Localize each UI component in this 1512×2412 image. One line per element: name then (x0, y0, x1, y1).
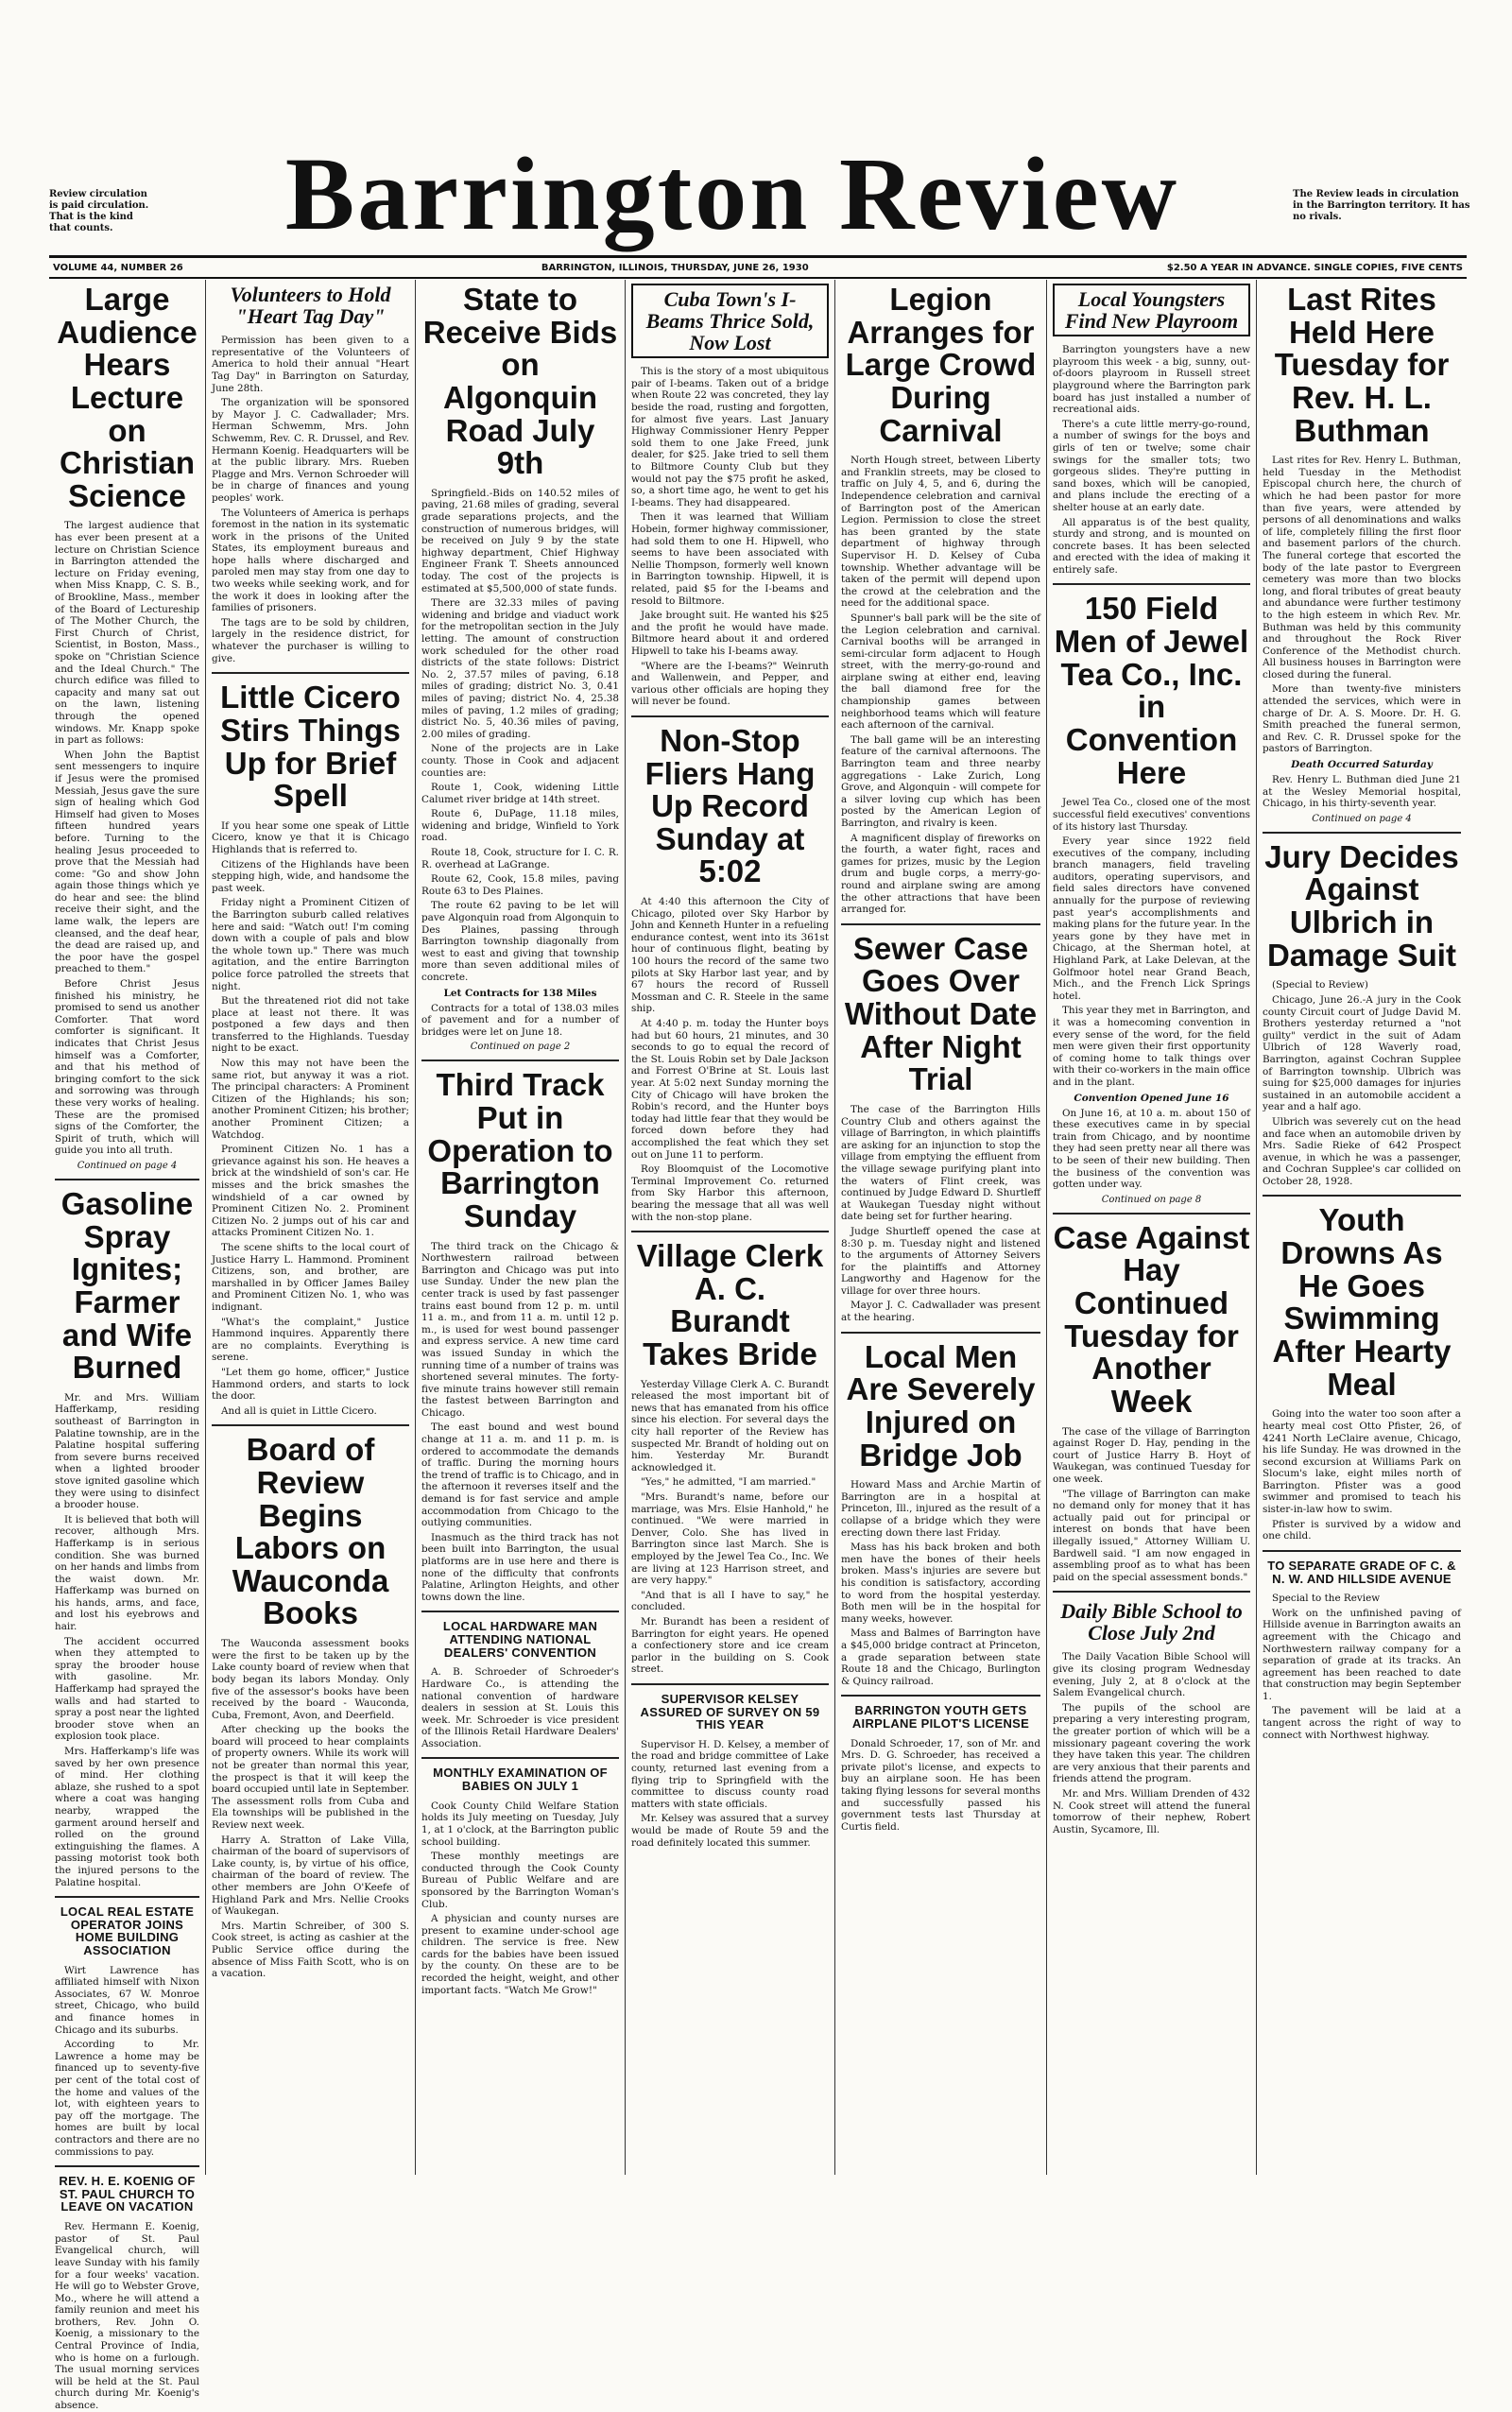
place-date: BARRINGTON, ILLINOIS, THURSDAY, JUNE 26, 1930 (541, 262, 809, 273)
paragraph: When John the Baptist sent messengers to inquire if Jesus were the promised Messiah, Jesus gave the sure sign of healing which God Himself had given to Moses fifteen hundred years before. Turning to the healing Jesus proceeded to prove that the Messiah had come: "Go and show John again those things which ye do hear and see: the blind receive their sight, and the lame walk, the lepers are cleansed, and the deaf hear, the dead are raised up, and the poor have the gospel preached to them." (55, 749, 199, 975)
story-body (1053, 1108, 1250, 1191)
story-body (421, 488, 619, 984)
story-body (212, 1638, 409, 1980)
paragraph: A. B. Schroeder of Schroeder's Hardware Co., is attending the national convention of hardware dealers in session at St. Louis this week. Mr. Schroeder is vice president of the Illinois Retail Hardware Dealers' Association. (421, 1666, 619, 1749)
story-body (631, 366, 829, 708)
paragraph: According to Mr. Lawrence a home may be financed up to seventy-five per cent of the total cost of the home and values of the lot, with eighteen years to pay off the mortgage. The homes are built by local contractors and there are no commissions to pay. (55, 2039, 199, 2158)
subhead: Convention Opened June 16 (1074, 1092, 1229, 1104)
divider (212, 672, 409, 674)
divider (55, 1896, 199, 1898)
paragraph: Route 1, Cook, widening Little Calumet river bridge at 14th street. (421, 782, 619, 805)
story-body (421, 1241, 619, 1604)
divider (1053, 583, 1250, 585)
volume-number: VOLUME 44, NUMBER 26 (53, 262, 183, 273)
story-body (212, 820, 409, 1418)
divider (631, 1231, 829, 1232)
headline: Case Against Hay Continued Tuesday for Another Week (1053, 1219, 1250, 1419)
subscription-price: $2.50 A YEAR IN ADVANCE. SINGLE COPIES, FIVE CENTS (1166, 262, 1463, 273)
headline: Non-Stop Fliers Hang Up Record Sunday at 5:02 (644, 722, 816, 889)
paragraph: Citizens of the Highlands have been stepping high, wide, and handsome the past week. (212, 858, 409, 894)
paragraph: "The village of Barrington can make no demand only for money that it has actually paid out for principal or interest on bonds that have been illegally issued," Attorney William U. Bardwell said. "I am now engaged in assembling proof as to what has been paid on the special assessment bonds." (1053, 1488, 1250, 1583)
paragraph: North Hough street, between Liberty and Franklin streets, may be closed to traffic on July 4, 5, and 6, during the Independence celebration and carnival of Barrington post of the American Legion. Permission to close the street has been granted by the state department of highway through Supervisor H. D. Kelsey of Cuba township. Whether advantage will be taken of the permit will depend upon the crowd at the celebration and the need for the additional space. (841, 455, 1040, 610)
story-body (1263, 774, 1461, 810)
headline: Board of Review Begins Labors on Wauconda Books (232, 1432, 389, 1631)
paragraph: After checking up the books the board will proceed to hear complaints of property owners. While its work will not be greater than normal this year, the prospect is that it will keep the board occupied until late in September. The assessment rolls from Cuba and Ela townships will be published in the Review next week. (212, 1724, 409, 1832)
paragraph: Ulbrich was severely cut on the head and face when an automobile driven by Mrs. Sadie Rieke of 642 Prospect avenue, in which he was a passenger, and Cochran Supplee's car collided on October 28, 1928. (1263, 1115, 1461, 1187)
headline: Daily Bible School to Close July 2nd (1060, 1599, 1243, 1645)
headline: State to Receive Bids on Algonquin Road July 9th (422, 282, 618, 481)
headline: REV. H. E. KOENIG OF ST. PAUL CHURCH TO LEAVE ON VACATION (59, 2174, 196, 2214)
headline: Local Youngsters Find New Playroom (1053, 284, 1250, 336)
paragraph: Howard Mass and Archie Martin of Barrington are in a hospital at Princeton, Ill., injured as the result of a collapse of a bridge which they were erecting down there last Friday. (841, 1479, 1040, 1539)
paragraph: The case of the Barrington Hills Country Club and others against the village of Barrington, in which plaintiffs are asking for an injunction to stop the village from emptying the effluent from the village sewage purifying plant into the waters of Flint creek, was continued by Judge Edward D. Shurtleff at Waukegan Tuesday night without date being set for further hearing. (841, 1103, 1040, 1223)
continued-note: Continued on page 4 (1312, 813, 1412, 824)
story-body (1263, 455, 1461, 755)
paragraph: The organization will be sponsored by Mayor J. C. Cadwallader; Mrs. Herman Schwemm, Mrs. John Schwemm, Rev. C. R. Drussel, and Rev. Hermann Koenig. Headquarters will be at the public library. Mrs. Rueben Plagge and Mrs. Vernon Schroeder will be in charge of finances and young peoples' work. (212, 397, 409, 504)
headline: Youth Drowns As He Goes Swimming After Hearty Meal (1272, 1202, 1452, 1402)
paragraph: Pfister is survived by a widow and one child. (1263, 1518, 1461, 1542)
paragraph: "Yes," he admitted, "I am married." (641, 1476, 816, 1489)
paragraph: Mrs. Martin Schreiber, of 300 S. Cook street, is acting as cashier at the Public Service office during the absence of Miss Faith Scott, who is on a vacation. (212, 1920, 409, 1980)
paragraph: "And that is all I have to say," he concluded. (631, 1589, 829, 1613)
divider (212, 1424, 409, 1426)
paragraph: Then it was learned that William Hobein, former highway commissioner, had sold them to one H. Hipwell, who seems to have been associated with Nellie Thompson, formerly well known in Barrington township. Hipwell, it is related, paid $5 for the I-beams and resold to Biltmore. (631, 511, 829, 607)
paragraph: There are 32.33 miles of paving widening and bridge and viaduct work for the metropolitan section in the July letting. The amount of construction work scheduled for the other road districts of the state follows: District No. 2, 37.57 miles of paving, 6.18 miles of grading; district No. 3, 0.41 miles of paving; district No. 4, 25.38 miles of paving, 1.2 miles of grading; district No. 5, 40.36 miles of paving, 2.00 miles of grading. (421, 597, 619, 740)
paragraph: "Mrs. Burandt's name, before our marriage, was Mrs. Elsie Hanhold," he continued. "We were married in Denver, Colo. She has lived in Barrington since last March. She is employed by the Jewel Tea Co., Inc. We are living at 123 Harrison street, and are very happy." (631, 1491, 829, 1587)
paragraph: This year they met in Barrington, and it was a homecoming convention in every sense of the word, for the field men were given their first opportunity of coming home to talk things over with their co-workers in the main office and in the plant. (1053, 1005, 1250, 1088)
story-body (631, 896, 829, 1223)
paragraph: Work on the unfinished paving of Hillside avenue in Barrington awaits an agreement with the Chicago and Northwestern railway company for a separation of grade at its tracks. An agreement has been reached to date that construction may begin September 1. (1263, 1607, 1461, 1702)
headline: Jury Decides Against Ulbrich in Damage Suit (1264, 838, 1459, 973)
headline: SUPERVISOR KELSEY ASSURED OF SURVEY ON 59 THIS YEAR (640, 1691, 820, 1732)
paragraph: Now this may not have been the same riot, but anyway it was a riot. The principal characters: A Prominent Citizen of the Highlands; his son; another Prominent Citizen; his brother; another Prominent Citizen; a Watchdog. (212, 1058, 409, 1141)
paragraph: At 4:40 p. m. today the Hunter boys had but 60 hours, 21 minutes, and 30 seconds to go to equal the record of the St. Louis Robin set by Dale Jackson and Forrest O'Brine at St. Louis last year. At 5:02 next Sunday morning the City of Chicago will have broken the Robin's record, and the Hunter boys today had little fear that they would be forced down before they had accomplished the feat which they set out on June 11 to perform. (631, 1018, 829, 1161)
paragraph: The accident occurred when they attempted to spray the brooder house with gasoline. Mr. Hafferkamp had sprayed the walls and had started to spray a post near the lighted brooder stove when an explosion took place. (55, 1635, 199, 1743)
paragraph: Mass has his back broken and both men have the bones of their heels broken. Mass's injuries are severe but his condition is satisfactory, according to word from the hospital yesterday. Both men will be in the hospital for many weeks, however. (841, 1542, 1040, 1625)
paragraph: If you hear some one speak of Little Cicero, know ye that it is Chicago Highlands that is referred to. (212, 819, 409, 855)
headline: Sewer Case Goes Over Without Date After Night Trial (844, 930, 1038, 1097)
paragraph: The scene shifts to the local court of Justice Harry L. Hammond. Prominent Citizens, son, and brother, are marshalled in by Officer James Bailey and Prominent Citizen No. 1, who was indignant. (212, 1241, 409, 1313)
paragraph: On June 16, at 10 a. m. about 150 of these executives came in by special train from Chicago, and by noontime they had seen pretty near all there was to be seen of their new building. Then the business of the convention was gotten under way. (1053, 1107, 1250, 1191)
divider (631, 715, 829, 717)
divider (421, 1611, 619, 1612)
divider (841, 923, 1040, 925)
paragraph: Spunner's ball park will be the site of the Legion celebration and carnival. Carnival booths will be arranged in semi-circular form adjacent to Hough street, with the merry-go-round and airplane swing at either end, leaving the ball diamond free for the championship games between neighborhood teams which will feature each afternoon of the carnival. (841, 612, 1040, 732)
paragraph: More than twenty-five ministers attended the services, which were in charge of Dr. A. S. Moore. Dr. H. G. Smith preached the funeral sermon, and Rev. C. R. Drussel spoke for the pastors of Barrington. (1263, 683, 1461, 755)
divider (1053, 1213, 1250, 1215)
column-3 (416, 280, 626, 2175)
headline: Local Men Are Severely Injured on Bridge Job (846, 1338, 1036, 1473)
paragraph: Judge Shurtleff opened the case at 8:30 p. m. Tuesday night and listened to the arguments of Attorney Seivers for the plaintiffs and Attorney Langworthy and Hagenow for the village for over three hours. (841, 1225, 1040, 1297)
paragraph: Cook County Child Welfare Station holds its July meeting on Tuesday, July 1, at 1 o'clock, at the Barrington public school building. (421, 1800, 619, 1848)
continued-note: Continued on page 8 (1101, 1194, 1202, 1205)
story-body (631, 1739, 829, 1849)
divider (1263, 1195, 1461, 1197)
paragraph: It is believed that both will recover, although Mrs. Hafferkamp is in serious condition. She was burned on her hands and limbs from the waist down. Mr. Hafferkamp was burned on his hands, arms, and face, and lost his eyebrows and hair. (55, 1513, 199, 1633)
paragraph: A magnificent display of fireworks on the fourth, a water fight, races and games for prizes, music by the Legion drum and bugle corps, a merry-go-round and airplane swing are among the other attractions that have been arranged for. (841, 832, 1040, 916)
story-body (841, 1479, 1040, 1687)
paragraph: These monthly meetings are conducted through the Cook County Bureau of Public Welfare and are sponsored by the Barrington Woman's Club. (421, 1851, 619, 1910)
paragraph: Last rites for Rev. Henry L. Buthman, held Tuesday in the Methodist Episcopal church here, the church of which he had been pastor for more than five years, were attended by persons of all denominations and walks of life, completely filling the first floor and basement parlors of the church. The funeral cortege that escorted the body of the late pastor to Evergreen cemetery was more than two blocks long, and floral tributes of great beauty and abundance were further testimony to the high esteem in which Rev. Mr. Buthman was held by this community and throughout the Rock River Conference of the Methodist church. All business houses in Barrington were closed during the funeral. (1263, 455, 1461, 681)
paragraph: Harry A. Stratton of Lake Villa, chairman of the board of supervisors of Lake county, is, by virtue of his office, chairman of the board of review. The other members are John O'Keefe of Highland Park and Mrs. Nellie Crooks of Waukegan. (212, 1834, 409, 1918)
subhead: Death Occurred Saturday (1291, 759, 1433, 771)
paragraph: Mass and Balmes of Barrington have a $45,000 bridge contract at Princeton, a grade separation between state Route 18 and the Chicago, Burlington & Quincy railroad. (841, 1628, 1040, 1687)
paragraph: The Daily Vacation Bible School will give its closing program Wednesday evening, July 2, at 8 o'clock at the Salem Evangelical church. (1053, 1651, 1250, 1699)
headline: Legion Arranges for Large Crowd During Carnival (845, 282, 1037, 448)
column-7 (1257, 280, 1467, 2175)
story-body (841, 1738, 1040, 1834)
divider (631, 1683, 829, 1685)
headline: Gasoline Spray Ignites; Farmer and Wife Burned (60, 1185, 194, 1386)
paragraph: Inasmuch as the third track has not been built into Barrington, the usual platforms are in use here and there is none of the difficulty that confronts Palatine, Arlington Heights, and other towns down the line. (421, 1531, 619, 1603)
paragraph: Jake brought suit. He wanted his $25 and the profit he would have made. Biltmore heard about it and ordered Hipwell to take his I-beams away. (631, 610, 829, 657)
paragraph: Friday night a Prominent Citizen of the Barrington suburb called relatives here and said: "Watch out! I'm coming down with a couple of pals and blow the whole town up." There was much agitation, and the entire Barrington police force patrolled the streets that night. (212, 897, 409, 992)
paragraph: "Where are the I-beams?" Weinruth and Wallenwein, and Pepper, and various other officials are hoping they will never be found. (631, 660, 829, 708)
story-body (1053, 1651, 1250, 1835)
paragraph: (Special to Review) (1272, 979, 1368, 991)
paragraph: The case of the village of Barrington against Roger D. Hay, pending in the court of Justice Harry B. Hoyt of Waukegan, was continued Tuesday for one week. (1053, 1425, 1250, 1485)
paragraph: Every year since 1922 field executives of the company, including branch managers, field traveling auditors, operating supervisors, and field sales directors have convened annually for the purpose of reviewing past year's accomplishments and making plans for the future year. In the years gone by they have met in Chicago, at the Sherman hotel, at Highland Park, at Lake Delevan, at the Golfmoor hotel near Grand Beach, Mich., and the French Lick Springs hotel. (1053, 836, 1250, 1002)
paragraph: This is the story of a most ubiquitous pair of I-beams. Taken out of a bridge when Route 22 was concreted, they lay beside the road, rusting and forgotten, for almost five years. Last January Highway Commissioner Henry Pepper sold them to one Jake Freed, junk dealer, for $25. Jake tried to sell them to Biltmore County Club but they would not pay the $75 profit he asked, so, a short time ago, he went to get his I-beams. They had disappeared. (631, 366, 829, 508)
headline: Little Cicero Stirs Things Up for Brief Spell (220, 680, 401, 814)
story-body (1263, 1408, 1461, 1542)
paragraph: Chicago, June 26.-A jury in the Cook county Circuit court of Judge David M. Brothers yesterday returned a "not guilty" verdict in the suit of Adam Ulbrich of 128 Waverly road, Barrington, against Cochran Supplee of Barrington township. Ulbrich was suing for $25,000 damages for injuries sustained in an automobile accident a year and a half ago. (1263, 993, 1461, 1113)
paragraph: Mrs. Hafferkamp's life was saved by her own presence of mind. Her clothing ablaze, she rushed to a spot where a coat was hanging nearby, wrapped the garment around herself and rolled on the ground extinguishing the flames. A passing motorist took both the injured persons to the Palatine hospital. (55, 1746, 199, 1888)
paragraph: And all is quiet in Little Cicero. (221, 1404, 377, 1417)
paragraph: Mr. Kelsey was assured that a survey would be made of Route 59 and the road definitely located this summer. (631, 1813, 829, 1849)
paragraph: Donald Schroeder, 17, son of Mr. and Mrs. D. G. Schroeder, has received a private pilot's license, and expects to buy an airplane soon. He has been taking flying lessons for several months and successfully passed his government tests last Thursday at Curtis field. (841, 1737, 1040, 1833)
ear-left: Review circulation is paid circulation. That is the kind that counts. (49, 189, 149, 233)
story-body (1053, 797, 1250, 1088)
divider (841, 1695, 1040, 1697)
story-body (55, 2221, 199, 2412)
divider (1263, 1550, 1461, 1552)
headline: MONTHLY EXAMINATION OF BABIES ON JULY 1 (433, 1766, 608, 1794)
headline: TO SEPARATE GRADE OF C. & N. W. AND HILLSIDE AVENUE (1267, 1558, 1456, 1586)
paragraph: The ball game will be an interesting feature of the carnival afternoons. The Barrington team and three nearby aggregations - Lake Zurich, Long Grove, and Algonquin - will compete for a silver loving cup which has been posted by the American Legion of Barrington, and rivalry is keen. (841, 733, 1040, 830)
story-body (841, 455, 1040, 916)
paragraph: Mr. and Mrs. William Hafferkamp, residing southeast of Barrington in Palatine township, are in the Palatine hospital suffering from severe burns received when a lighted brooder stove ignited gasoline which they were using to disinfect a brooder house. (55, 1391, 199, 1511)
divider (1263, 832, 1461, 834)
paragraph: The Volunteers of America is perhaps foremost in the nation in its systematic work in the prisons of the United States, its employment bureaus and hope halls where discharged and paroled men may stay from one day to two weeks while seeking work, and for the work it does in looking after the families of prisoners. (212, 507, 409, 614)
divider (55, 2165, 199, 2167)
paragraph: The Wauconda assessment books were the first to be taken up by the Lake county board of review when that body began its labors Monday. Only five of the assessor's books have been received by the board - Wauconda, Cuba, Fremont, Avon, and Deerfield. (212, 1638, 409, 1721)
story-body (421, 1003, 619, 1039)
paragraph: Wirt Lawrence has affiliated himself with Nixon Associates, 67 W. Monroe street, Chicago, who build and finance homes in Chicago and its suburbs. (55, 1964, 199, 2036)
paragraph: Rev. Henry L. Buthman died June 21 at the Wesley Memorial hospital, Chicago, in his thirty-seventh year. (1263, 774, 1461, 810)
headline: BARRINGTON YOUTH GETS AIRPLANE PILOT'S LICENSE (851, 1703, 1030, 1731)
headline: Third Track Put in Operation to Barrington Sunday (427, 1067, 613, 1233)
headline: LOCAL REAL ESTATE OPERATOR JOINS HOME BUILDING ASSOCIATION (60, 1904, 195, 1958)
paragraph: The pavement will be laid at a tangent across the right of way to connect with Northwest highway. (1263, 1705, 1461, 1741)
paragraph: Mayor J. C. Cadwallader was present at the hearing. (841, 1300, 1040, 1324)
headline: LOCAL HARDWARE MAN ATTENDING NATIONAL DEALERS' CONVENTION (442, 1619, 598, 1660)
paragraph: The tags are to be sold by children, largely in the residence district, for whatever the purchaser is willing to give. (212, 616, 409, 664)
paragraph: A physician and county nurses are present to examine under-school age children. The service is free. New cards for the babies have been issued by the county. On these are to be recorded the height, weight, and other important facts. "Watch Me Grow!" (421, 1913, 619, 1996)
divider (55, 1179, 199, 1180)
dateline (49, 255, 1467, 279)
paragraph: Rev. Hermann E. Koenig, pastor of St. Paul Evangelical church, will leave Sunday with his family for a four weeks' vacation. He will go to Webster Grove, Mo., where he will attend a family reunion and meet his brothers, Rev. John O. Koenig, a missionary to the Central Province of India, who is home on a furlough. The usual morning services will be held at the St. Paul church during Mr. Koenig's absence. (55, 2221, 199, 2412)
story-body (55, 520, 199, 1156)
paragraph: Springfield.-Bids on 140.52 miles of paving, 21.68 miles of grading, several grade separations projects, and the construction of numerous bridges, will be received on July 9 by the state highway department, Chief Highway Engineer Frank T. Sheets announced today. The cost of the projects is estimated at $5,500,000 of state funds. (421, 487, 619, 594)
story-body (841, 1104, 1040, 1324)
paragraph: The east bound and west bound change at 11 a. m. and 11 p. m. is ordered to accommodate the demands of traffic. During the morning hours the trend of traffic is to Chicago, and in the afternoon it reverses itself and the demand is for fast service and ample accommodation from Chicago to the outlying communities. (421, 1421, 619, 1529)
paragraph: Mr. and Mrs. William Drenden of 432 N. Cook street will attend the funeral tomorrow of their nephew, Robert Austin, Sycamore, Ill. (1053, 1788, 1250, 1835)
ear-right: The Review leads in circulation in the Barrington territory. It has no rivals. (1293, 189, 1470, 222)
story-body (421, 1800, 619, 1997)
column-5 (835, 280, 1047, 2175)
column-1 (49, 280, 206, 2412)
story-body (55, 1392, 199, 1888)
paragraph: Route 62, Cook, 15.8 miles, paving Route 63 to Des Plaines. (421, 873, 619, 897)
story-body (1263, 979, 1461, 1187)
paragraph: The route 62 paving to be let will pave Algonquin road from Algonquin to Des Plaines, passing through Barrington township diagonally from west to east and giving that township more than seven additional miles of concrete. (421, 900, 619, 983)
paragraph: Route 18, Cook, structure for I. C. R. R. overhead at LaGrange. (421, 847, 619, 870)
paragraph: Before Christ Jesus finished his ministry, he promised to send us another Comforter. That word comforter is significant. It indicates that Christ Jesus himself was a Comforter, and that his method of bringing comfort to the sick and sorrowing was through these very works of healing. These are the promised signs of the Comforter, the Spirit of truth, which will guide you into all truth. (55, 978, 199, 1157)
paragraph: Permission has been given to a representative of the Volunteers of America to hold their annual "Heart Tag Day" in Barrington on Saturday, June 28th. (212, 335, 409, 394)
story-body (1263, 1593, 1461, 1741)
headline: Large Audience Hears Lecture on Christian Science (57, 282, 198, 513)
story-body (55, 1965, 199, 2159)
paragraph: "What's the complaint," Justice Hammond inquires. Apparently there are no complaints. Everything is serene. (212, 1316, 409, 1364)
subhead: Let Contracts for 138 Miles (443, 987, 597, 999)
paragraph: Yesterday Village Clerk A. C. Burandt released the most important bit of news that has emanated from his office since his election. For several days the city hall reporter of the Review has suspected Mr. Brandt of holding out on him. Yesterday Mr. Burandt acknowledged it. (631, 1378, 829, 1473)
column-4 (626, 280, 835, 2175)
paragraph: Contracts for a total of 138.03 miles of pavement and for a number of bridges were let on June 18. (421, 1002, 619, 1038)
divider (841, 1332, 1040, 1334)
continued-note: Continued on page 4 (77, 1160, 178, 1171)
paragraph: The largest audience that has ever been present at a lecture on Christian Science in Barrington attended the lecture on Friday evening, when Miss Knapp, C. S. B., of Brookline, Mass., member of the Board of Lectureship of The Mother Church, the First Church of Christ, Scientist, in Boston, Mass., spoke on "Christian Science and the Ideal Church." The church edifice was filled to capacity and many sat out on the lawn, listening through the opened windows. Mr. Knapp spoke in part as follows: (55, 520, 199, 747)
paragraph: Prominent Citizen No. 1 has a grievance against his son. He heaves a brick at the windshield of son's car. He misses and the brick smashes the windshield of a car owned by Prominent Citizen No. 2. Prominent Citizen No. 2 jumps out of his car and attacks Prominent Citizen No. 1. (212, 1144, 409, 1239)
paragraph: Jewel Tea Co., closed one of the most successful field executives' conventions of its history last Thursday. (1053, 797, 1250, 833)
paragraph: Mr. Burandt has been a resident of Barrington for eight years. He opened a confectionery store and ice cream parlor in the building on S. Cook street. (631, 1615, 829, 1676)
paragraph: At 4:40 this afternoon the City of Chicago, piloted over Sky Harbor by John and Kenneth Hunter in a refueling endurance contest, went into its 361st hour of continuous flight, beating by 100 hours the record of the same two pilots at Sky Harbor last year, and by 67 hours the record of Russell Mossman and C. R. Steele in the same ship. (631, 896, 829, 1015)
paragraph: Going into the water too soon after a hearty meal cost Otto Pfister, 26, of 4241 North LeClaire avenue, Chicago, his life Sunday. He was drowned in the second excursion at Williams Park on Slocum's lake, eight miles north of Barrington. Pfister was a good swimmer and promised to teach his sister-in-law how to swim. (1263, 1408, 1461, 1516)
paragraph: All apparatus is of the best quality, sturdy and strong, and is mounted on concrete bases. It has been selected and erected with the idea of making it entirely safe. (1053, 516, 1250, 576)
column-6 (1047, 280, 1257, 2175)
headline: Cuba Town's I-Beams Thrice Sold, Now Lost (631, 284, 829, 358)
paragraph: There's a cute little merry-go-round, a number of swings for the boys and girls of ten or twelve; some chair swings for the smaller tots; two gorgeous slides. They're putting in sand boxes, which will be canopied, and plans include the erecting of a shelter house at an early date. (1053, 418, 1250, 513)
divider (421, 1060, 619, 1061)
story-body (1053, 344, 1250, 576)
paragraph: Supervisor H. D. Kelsey, a member of the road and bridge committee of Lake county, returned last evening from a flying trip to Springfield with the committee to discuss county road matters with state officials. (631, 1738, 829, 1810)
story-body (212, 335, 409, 664)
paragraph: The pupils of the school are preparing a very interesting program, the greater portion of which will be a missionary pageant covering the work they have taken this year. The children are very anxious that their parents and friends attend the program. (1053, 1701, 1250, 1785)
story-body (1053, 1426, 1250, 1584)
divider (421, 1757, 619, 1759)
paragraph: Special to the Review (1272, 1593, 1381, 1605)
paragraph: "Let them go home, officer," Justice Hammond orders, and starts to lock the door. (212, 1366, 409, 1403)
story-body (631, 1379, 829, 1676)
paragraph: None of the projects are in Lake county. Those in Cook and adjacent counties are: (421, 743, 619, 779)
paragraph: Route 6, DuPage, 11.18 miles, widening and bridge, Winfield to York road. (421, 808, 619, 844)
continued-note: Continued on page 2 (470, 1042, 571, 1053)
story-body (421, 1666, 619, 1749)
headline: Volunteers to Hold "Heart Tag Day" (230, 283, 391, 329)
paragraph: The third track on the Chicago & Northwestern railroad between Barrington and Chicago was put into use Sunday. Under the new plan the center track is used by fast passenger trains east bound from 12 p. m. until 11 a. m., and from 11 a. m. until 12 p. m., is used for west bound passenger and express service. A new time card was issued Sunday in which the running time of a number of trains was shortened several minutes. The forty-five minute trains however still remain the fastest between Barrington and Chicago. (421, 1240, 619, 1419)
headline: 150 Field Men of Jewel Tea Co., Inc. in Convention Here (1054, 591, 1249, 790)
column-2 (206, 280, 416, 2175)
paragraph: Barrington youngsters have a new playroom this week - a big, sunny, out-of-doors playroom in Russell street playground where the Barrington park board has just installed a number of recreational aids. (1053, 344, 1250, 416)
headline: Village Clerk A. C. Burandt Takes Bride (636, 1238, 824, 1372)
divider (1053, 1591, 1250, 1593)
paragraph: But the threatened riot did not take place at least not there. It was postponed a few days and then transferred to the Highlands. Tuesday night to be exact. (212, 995, 409, 1055)
paragraph: Roy Bloomquist of the Locomotive Terminal Improvement Co. returned from Sky Harbor this afternoon, bearing the message that all was well with the non-stop plane. (631, 1163, 829, 1223)
headline: Last Rites Held Here Tuesday for Rev. H. L. Buthman (1274, 282, 1450, 448)
masthead-title: Barrington Review (284, 136, 1180, 251)
